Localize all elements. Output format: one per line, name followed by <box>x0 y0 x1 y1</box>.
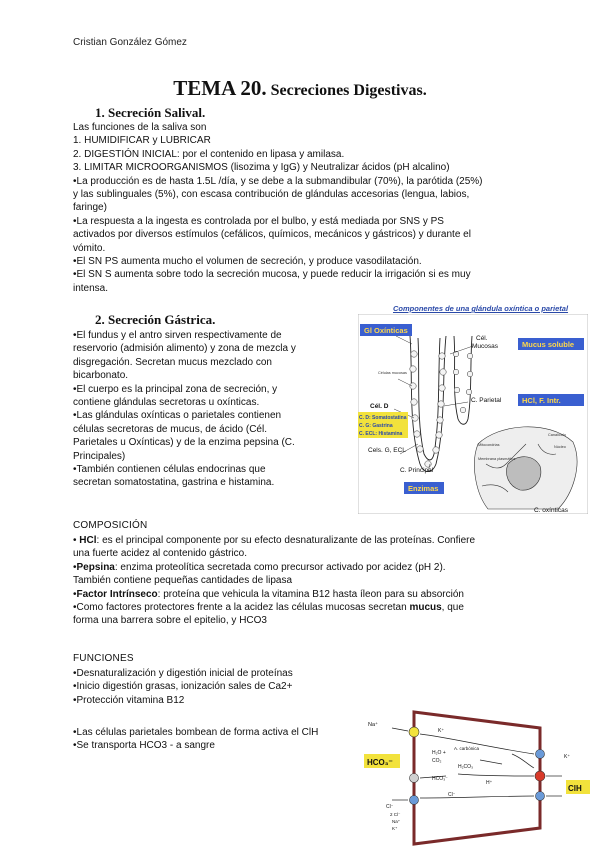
cels-g-label: Cels. G, ECL <box>368 447 406 454</box>
enzimas-label: Enzimas <box>408 484 439 493</box>
s2-line: disgregación. Secretan mucus mezclado con <box>73 356 272 368</box>
hcl-term: HCl <box>79 535 97 546</box>
section2-heading: 2. Secreción Gástrica. <box>95 312 216 327</box>
small-label-mitocondrias: Mitocondrias <box>478 443 500 447</box>
funciones-body <box>73 667 363 707</box>
s2-line: •El cuerpo es la principal zona de secreción, y <box>73 383 278 395</box>
small-label-nucleo: Núcleo <box>554 445 566 449</box>
s2-line: secretan somatostatina, gastrina e histamina. <box>73 477 275 489</box>
parietal-note: •Las células parietales bombean de forma activa el ClH <box>73 727 319 738</box>
cel-mucosas-label-1: Cél. <box>476 335 488 342</box>
parietal-note: •Se transporta HCO3 - a sangre <box>73 740 215 752</box>
s1-line: activados por diversos estímulos (cefálicos, químicos, mecánicos y gástricos) y durante el <box>73 229 471 241</box>
title-sub: Secreciones Digestivas. <box>270 82 427 99</box>
cl-bottom-2: Na⁺ <box>392 819 401 824</box>
s1-line: •El SN S aumenta sobre todo la secreción mucosa, y puede reducir la irrigación si es muy <box>73 269 471 281</box>
mucus-post: , que <box>441 602 464 614</box>
s2-line: Parietales u Oxínticas) y de la enzima pepsina (C. <box>73 437 295 449</box>
gl-oxinticas-label: Gl Oxínticas <box>364 326 408 335</box>
s2-line: Principales) <box>73 450 126 462</box>
factor-term: Factor Intrínseco <box>76 588 158 600</box>
na-label: Na⁺ <box>368 722 378 728</box>
parietal-transport-drawing <box>362 706 590 848</box>
legend-line-2: C. G: Gastrina <box>359 423 393 429</box>
s2-line: •También contienen células endocrinas que <box>73 464 266 476</box>
mucus-pre: •Como factores protectores frente a la acidez las células mucosas secretan <box>73 602 410 614</box>
cel-mucosas-label-2: Mucosas <box>472 343 499 350</box>
na-k-pump-icon <box>409 727 419 737</box>
parietal-notes <box>73 726 363 753</box>
cl-bottom-3: K⁺ <box>392 826 398 831</box>
page-title <box>0 76 600 101</box>
s1-line: •El SN PS aumenta mucho el volumen de secreción, y produce vasodilatación. <box>73 256 422 268</box>
s2-line: •Las glándulas oxínticas o parietales contienen <box>73 410 282 422</box>
s1-line: faringe) <box>73 202 107 214</box>
c-oxinticas-label: C. oxínticas <box>534 507 568 514</box>
section1-heading: 1. Secreción Salival. <box>95 105 206 120</box>
hco3-box-label: HCO₃⁻ <box>367 758 393 767</box>
mucus-term: mucus <box>409 602 442 614</box>
hcl-line-2: una fuerte acidez al contenido gástrico. <box>73 548 247 560</box>
funciones-heading: FUNCIONES <box>73 653 134 664</box>
small-label-canaliculo: Canalículo <box>548 433 566 437</box>
s1-line: •La respuesta a la ingesta es controlada por el bulbo, y está mediada por SNS y PS <box>73 215 444 227</box>
composicion-heading: COMPOSICIÓN <box>73 520 148 531</box>
hco3-exchanger-icon <box>410 774 419 783</box>
pepsina-line: •Pepsina: enzima proteolítica secretada como precursor activado por acidez (pH 2). <box>73 561 446 573</box>
factor-line: •Factor Intrínseco: proteína que vehicula la vitamina B12 hasta íleon para su absorción <box>73 588 464 600</box>
parietal-cell-transport-figure <box>362 706 590 848</box>
parietal-cell-detail <box>474 427 577 509</box>
s1-line: Las funciones de la saliva son <box>73 122 207 133</box>
section2-body <box>73 329 358 490</box>
s2-line: células secretoras de mucus, de ácido (Cél. <box>73 423 267 435</box>
s1-line: •La producción es de hasta 1.5L /día, y se debe a la submandibular (70%), la parótida (25%) <box>73 175 483 187</box>
mucus-line <box>73 601 573 614</box>
hcl-fintr-label: HCl, F. Intr. <box>522 396 561 405</box>
composicion-body <box>73 534 573 628</box>
s1-line: vómito. <box>73 242 106 254</box>
hcl-text: : es el principal componente por su efecto desnaturalizante de las proteínas. Confiere <box>96 535 476 546</box>
funcion-item: •Protección vitamina B12 <box>73 694 185 706</box>
title-main: TEMA 20. <box>173 76 267 100</box>
proton-pump-icon <box>535 771 545 781</box>
hco3-in-label: HCO₃⁻ <box>432 776 448 782</box>
small-label-mucosas: Células mucosas <box>378 371 407 375</box>
s2-line: contiene glándulas secretoras u oxínticas. <box>73 397 260 409</box>
k-right-label: K⁺ <box>564 754 570 760</box>
cl-entry-icon <box>410 796 419 805</box>
figure1-caption: Componentes de una glándula oxíntica o parietal <box>393 304 569 313</box>
cel-d-label: Cél. D <box>370 403 389 410</box>
k-top-label: K⁺ <box>438 728 444 734</box>
hcl-line: • HCl: es el principal componente por su efecto desnaturalizante de las proteínas. Confiere <box>73 535 476 546</box>
funcion-item: •Desnaturalización y digestión inicial de proteínas <box>73 668 293 679</box>
cl-channel-icon <box>536 792 545 801</box>
s2-line: reservorio (admisión alimento) y zona de mezcla y <box>73 343 296 355</box>
cl-mid-label: Cl⁻ <box>448 792 456 798</box>
legend-line-1: C. D: Somatostatina <box>359 415 407 421</box>
pepsina-line-2: También contiene pequeñas cantidades de lipasa <box>73 575 293 587</box>
k-channel-icon <box>536 750 545 759</box>
s1-line: 1. HUMIDIFICAR y LUBRICAR <box>73 135 211 147</box>
factor-text: : proteína que vehicula la vitamina B12 hasta íleon para su absorción <box>157 588 464 600</box>
oxyntic-gland-drawing <box>358 314 588 514</box>
c-parietal-label: C. Parietal <box>471 397 502 404</box>
cl-left-label: Cl⁻ <box>386 804 394 810</box>
ac-label: A. carbónica <box>454 746 480 751</box>
mucus-soluble-label: Mucus soluble <box>522 340 575 349</box>
h2co3-label: H₂CO₃ <box>458 764 474 770</box>
pepsina-text: : enzima proteolítica secretada como precursor activado por acidez (pH 2). <box>114 561 446 573</box>
s1-line: 2. DIGESTIÓN INICIAL: por el contenido en lipasa y amilasa. <box>73 148 345 160</box>
s1-line: y las sublinguales (5%), con escasa contribución de glándulas accesorias (lengua, labios, <box>73 189 470 201</box>
s2-line: bicarbonato. <box>73 370 129 382</box>
author-name: Cristian González Gómez <box>73 37 187 48</box>
h2o-label: H₂O + <box>432 750 446 756</box>
mucus-line-2: forma una barrera sobre el epitelio, y HCO3 <box>73 615 267 627</box>
section1-body <box>73 121 573 295</box>
clh-box-label: ClH <box>568 784 582 793</box>
small-label-membrana: Membrana plasmática <box>478 457 516 461</box>
h-plus-label: H⁺ <box>486 780 493 786</box>
co2-label: CO₂ <box>432 758 442 764</box>
legend-line-3: C. ECL: Histamina <box>359 431 403 437</box>
pepsina-term: Pepsina <box>76 561 115 573</box>
s2-line: •El fundus y el antro sirven respectivamente de <box>73 330 282 341</box>
oxyntic-gland-figure <box>358 304 588 514</box>
funcion-item: •Inicio digestión grasas, ionización sales de Ca2+ <box>73 681 293 693</box>
cl-bottom-1: 2 Cl⁻ <box>390 812 401 817</box>
s1-line: 3. LIMITAR MICROORGANISMOS (lisozima y IgG) y Neutralizar ácidos (pH alcalino) <box>73 162 450 174</box>
c-principal-label: C. Principal <box>400 467 434 474</box>
s1-line: intensa. <box>73 282 109 294</box>
